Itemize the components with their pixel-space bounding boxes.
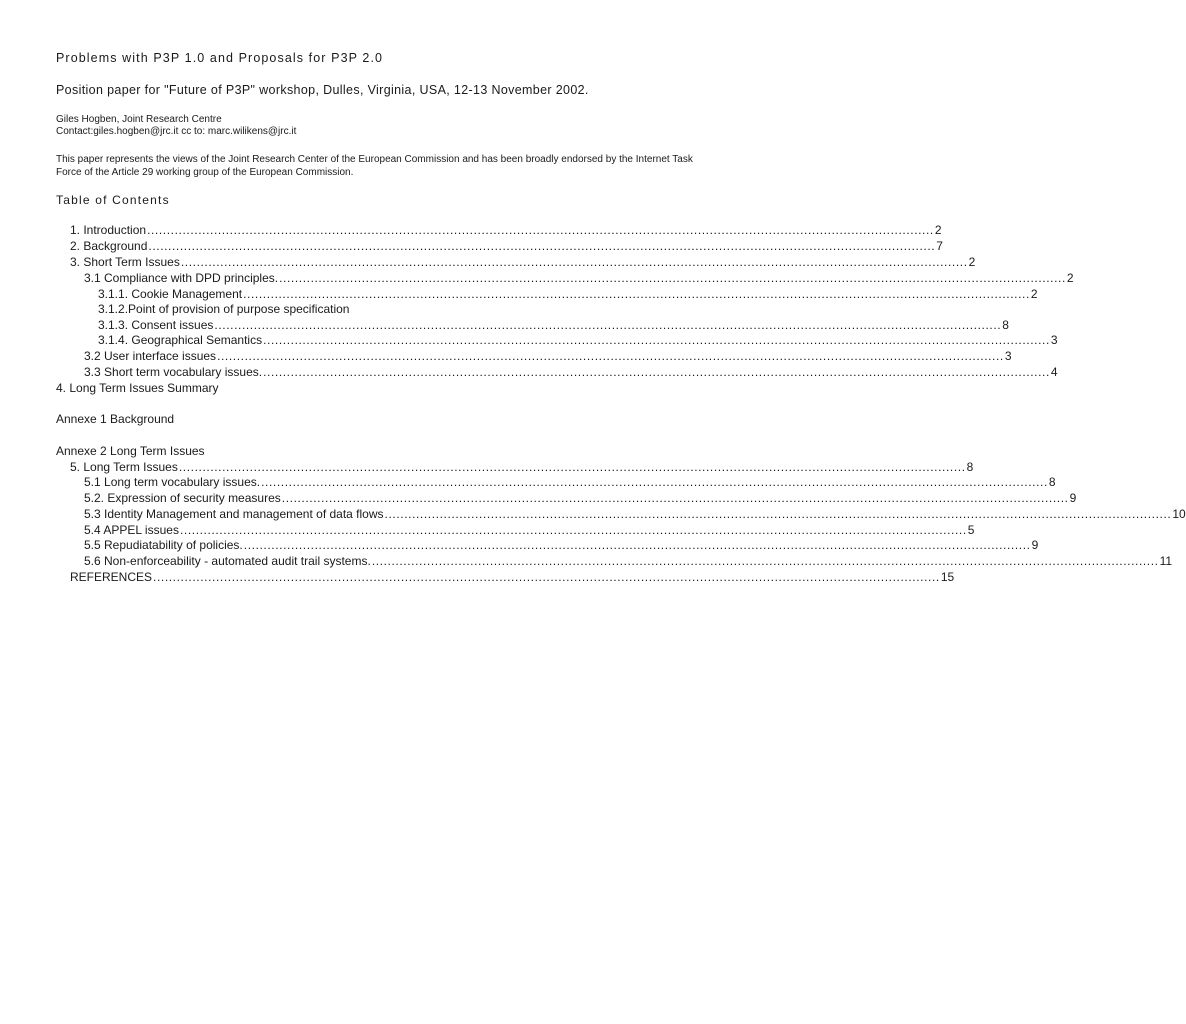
toc-entry[interactable] bbox=[70, 569, 955, 585]
toc-entry-page: 2 bbox=[1030, 287, 1038, 301]
toc-entry-page: 2 bbox=[1066, 271, 1074, 285]
toc-leader-dots: ........................................................................................................................................................................................................ bbox=[384, 507, 1172, 521]
toc-leader-dots: ........................................................................................................................................................................................................ bbox=[261, 475, 1048, 489]
toc-entry-label: 1. Introduction bbox=[70, 223, 147, 237]
toc-entry-page: 9 bbox=[1031, 538, 1039, 552]
toc-section-heading[interactable]: Annexe 1 Background bbox=[56, 412, 175, 426]
toc-entry[interactable] bbox=[84, 537, 1039, 553]
toc-entry-label: 5.6 Non-enforceability - automated audit trail systems. bbox=[84, 554, 371, 568]
toc-entry-page: 10 bbox=[1172, 507, 1186, 521]
toc-section-heading[interactable]: 4. Long Term Issues Summary bbox=[56, 381, 219, 395]
toc-entry-label: 5.1 Long term vocabulary issues. bbox=[84, 475, 261, 489]
toc-entry[interactable] bbox=[84, 270, 1074, 286]
toc-entry[interactable] bbox=[70, 222, 942, 238]
toc-entry-label: 3.2 User interface issues bbox=[84, 349, 217, 363]
toc-entry[interactable] bbox=[70, 254, 976, 270]
toc-leader-dots: ........................................................................................................................................................................................................ bbox=[147, 223, 934, 237]
toc-leader-dots: ........................................................................................................................................................................................................ bbox=[148, 239, 936, 253]
toc-entry-label: 5.3 Identity Management and management of data flows bbox=[84, 507, 384, 521]
toc-entry-label: 5.5 Repudiatability of policies. bbox=[84, 538, 243, 552]
toc-entry[interactable] bbox=[84, 364, 1058, 380]
toc-entry[interactable] bbox=[84, 490, 1077, 506]
toc-leader-dots: ........................................................................................................................................................................................................ bbox=[263, 365, 1050, 379]
toc-leader-dots: ........................................................................................................................................................................................................ bbox=[179, 523, 967, 537]
author-line: Giles Hogben, Joint Research Centre bbox=[56, 114, 222, 125]
toc-entry-page: 2 bbox=[968, 255, 976, 269]
document-subtitle: Position paper for "Future of P3P" workshop, Dulles, Virginia, USA, 12-13 November 2002. bbox=[56, 83, 589, 97]
toc-heading: Table of Contents bbox=[56, 193, 170, 207]
toc-leader-dots: ........................................................................................................................................................................................................ bbox=[281, 491, 1069, 505]
toc-leader-dots: ........................................................................................................................................................................................................ bbox=[243, 287, 1030, 301]
toc-leader-dots: ........................................................................................................................................................................................................ bbox=[178, 460, 966, 474]
document-title: Problems with P3P 1.0 and Proposals for P3P 2.0 bbox=[56, 51, 384, 65]
toc-leader-dots: ........................................................................................................................................................................................................ bbox=[214, 318, 1002, 332]
toc-entry[interactable] bbox=[84, 553, 1173, 569]
toc-entry-label: 3. Short Term Issues bbox=[70, 255, 180, 269]
toc-entry-page: 9 bbox=[1069, 491, 1077, 505]
toc-entry[interactable] bbox=[70, 238, 943, 254]
contact-line: Contact:giles.hogben@jrc.it cc to: marc.wilikens@jrc.it bbox=[56, 126, 297, 137]
toc-entry-label: 3.3 Short term vocabulary issues. bbox=[84, 365, 263, 379]
toc-entry-label: 5. Long Term Issues bbox=[70, 460, 178, 474]
toc-entry[interactable] bbox=[98, 286, 1038, 302]
toc-entry-label: 5.2. Expression of security measures bbox=[84, 491, 281, 505]
toc-entry-label: 5.4 APPEL issues bbox=[84, 523, 179, 537]
toc-entry-page: 4 bbox=[1050, 365, 1058, 379]
toc-entry-label: 3.1 Compliance with DPD principles. bbox=[84, 271, 279, 285]
toc-section-heading[interactable]: Annexe 2 Long Term Issues bbox=[56, 444, 205, 458]
toc-leader-dots: ........................................................................................................................................................................................................ bbox=[263, 333, 1050, 347]
toc-leader-dots: ........................................................................................................................................................................................................ bbox=[180, 255, 968, 269]
toc-leader-dots: ........................................................................................................................................................................................................ bbox=[243, 538, 1031, 552]
toc-entry-page: 8 bbox=[966, 460, 974, 474]
toc-entry-page: 3 bbox=[1004, 349, 1012, 363]
toc-entry[interactable] bbox=[84, 474, 1056, 490]
toc-section-heading[interactable]: 3.1.2.Point of provision of purpose specification bbox=[98, 302, 350, 316]
toc-leader-dots: ........................................................................................................................................................................................................ bbox=[217, 349, 1004, 363]
toc-entry-page: 5 bbox=[967, 523, 975, 537]
toc-entry-page: 2 bbox=[934, 223, 942, 237]
toc-leader-dots: ........................................................................................................................................................................................................ bbox=[279, 271, 1066, 285]
toc-entry-label: REFERENCES bbox=[70, 570, 153, 584]
toc-entry-page: 11 bbox=[1159, 554, 1173, 568]
toc-entry[interactable] bbox=[98, 332, 1058, 348]
toc-entry-page: 7 bbox=[936, 239, 943, 253]
toc-entry[interactable] bbox=[84, 348, 1012, 364]
toc-leader-dots: ........................................................................................................................................................................................................ bbox=[153, 570, 940, 584]
toc-entry-label: 3.1.1. Cookie Management bbox=[98, 287, 243, 301]
toc-entry-page: 3 bbox=[1050, 333, 1058, 347]
abstract-paragraph: This paper represents the views of the Joint Research Center of the European Commission and has been broadly endorsed by the Internet Task Force of the Article 29 working group of the European Commission. bbox=[56, 154, 693, 178]
toc-entry[interactable] bbox=[98, 317, 1009, 333]
toc-entry-label: 3.1.4. Geographical Semantics bbox=[98, 333, 263, 347]
toc-entry-page: 15 bbox=[940, 570, 955, 584]
toc-entry-label: 2. Background bbox=[70, 239, 148, 253]
toc-entry-page: 8 bbox=[1002, 318, 1009, 332]
toc-entry[interactable] bbox=[84, 522, 975, 538]
toc-entry-label: 3.1.3. Consent issues bbox=[98, 318, 214, 332]
toc-entry[interactable] bbox=[70, 459, 974, 475]
toc-entry-page: 8 bbox=[1048, 475, 1056, 489]
toc-entry[interactable] bbox=[84, 506, 1186, 522]
toc-leader-dots: ........................................................................................................................................................................................................ bbox=[371, 554, 1159, 568]
